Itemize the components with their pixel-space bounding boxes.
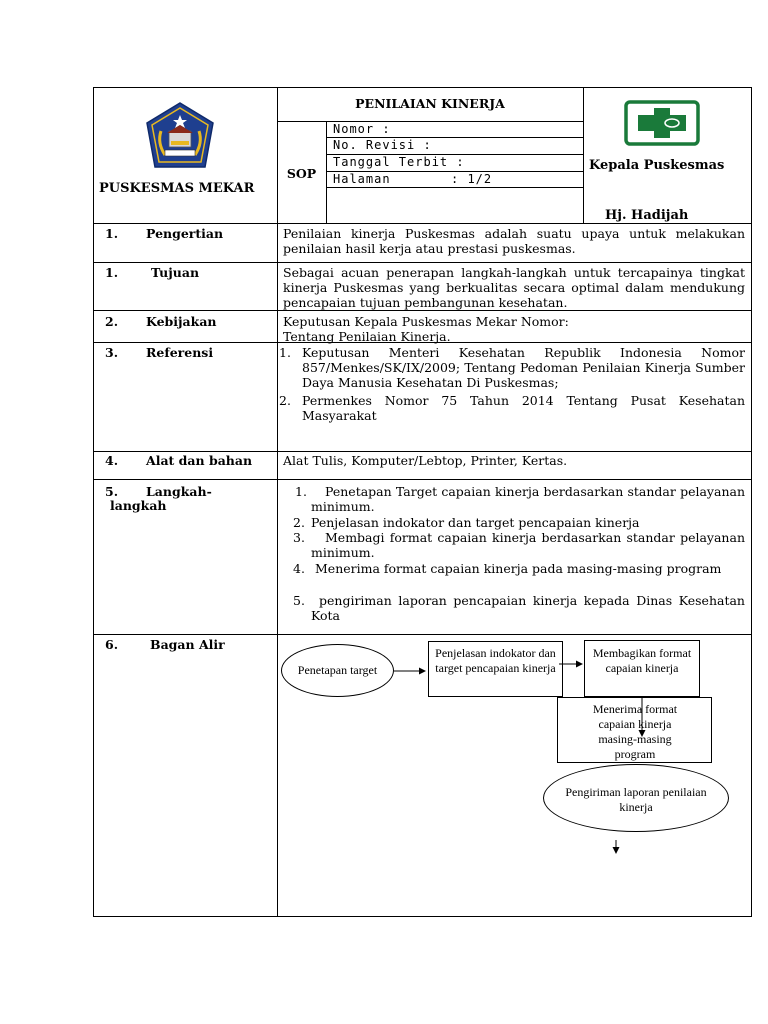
langkah-item-5: pengiriman laporan pencapaian kinerja kepada Dinas Kesehatan Kota [311,593,745,623]
tujuan-text: Sebagai acuan penerapan langkah-langkah untuk tercapainya tingkat kinerja Puskesmas yang berkualitas secara optimal dalam mendukung pencapaian tujuan pembangunan kesehatan. [283,265,745,310]
langkah-label-1: Langkah- [146,484,212,499]
meta-line-4 [326,187,583,188]
health-cross-logo-icon [624,100,700,146]
pengertian-text: Penilaian kinerja Puskesmas adalah suatu upaya untuk melakukan penilaian hasil kerja atau prestasi puskesmas. [283,226,745,256]
alat-num: 4. [105,453,119,468]
sop-document [93,87,752,917]
flow-node-3-label: Membagikan format capaian kinerja [592,646,692,675]
kebijakan-line-2: Tentang Penilaian Kinerja. [283,329,451,344]
langkah-item-4-num: 4. [293,561,305,576]
langkah-item-4: Menerima format capaian kinerja pada masing-masing program [315,561,722,576]
flow-node-4-label: Menerima format capaian kinerja masing-masing program [592,702,678,761]
langkah-item-3: Membagi format capaian kinerja berdasarkan standar pelayanan minimum. [311,530,745,560]
alat-text: Alat Tulis, Komputer/Lebtop, Printer, Kertas. [283,453,568,468]
tujuan-num: 1. [105,265,119,280]
langkah-label-2: langkah [110,498,167,513]
header-right-divider [583,87,584,223]
tujuan-label: Tujuan [151,265,200,280]
langkah-item-1-num: 1. [295,484,307,499]
meta-halaman-label: Halaman [333,172,391,186]
alat-label: Alat dan bahan [146,453,253,468]
meta-revisi: No. Revisi : [333,138,432,152]
bagan-num: 6. [105,637,119,652]
signer-name: Hj. Hadijah [605,208,689,223]
meta-halaman-value: : 1/2 [451,172,493,186]
meta-tanggal: Tanggal Terbit : [333,155,465,169]
langkah-item-2: Penjelasan indokator dan target pencapaian kinerja [311,515,640,530]
pengertian-label: Pengertian [146,226,224,241]
kebijakan-label: Kebijakan [146,314,217,329]
row-sep-pengertian [93,262,752,263]
signer-title: Kepala Puskesmas [589,158,725,173]
referensi-num: 3. [105,345,119,360]
bagan-label: Bagan Alir [150,637,225,652]
langkah-item-1: Penetapan Target capaian kinerja berdasarkan standar pelayanan minimum. [311,484,745,514]
row-sep-header [93,223,752,224]
row-sep-alat [93,479,752,480]
referensi-label: Referensi [146,345,214,360]
row-sep-tujuan [93,310,752,311]
referensi-item-1: Keputusan Menteri Kesehatan Republik Indonesia Nomor 857/Menkes/SK/IX/2009; Tentang Pedoman Penilaian Kinerja Sumber Daya Manusia Kesehatan Di Puskesmas; [302,345,745,390]
flow-node-1-label: Penetapan target [297,663,378,677]
org-name: PUSKESMAS MEKAR [99,181,255,196]
meta-nomor: Nomor : [333,122,391,136]
doc-title: PENILAIAN KINERJA [355,96,505,111]
kebijakan-line-1: Keputusan Kepala Puskesmas Mekar Nomor: [283,314,569,329]
puskesmas-emblem-icon [143,101,217,173]
langkah-num: 5. [105,484,119,499]
langkah-item-5-num: 5. [293,593,305,608]
flow-node-5-label: Pengiriman laporan penilaian kinerja [565,785,707,814]
referensi-item-1-num: 1. [279,345,291,360]
langkah-item-3-num: 3. [293,530,305,545]
langkah-item-2-num: 2. [293,515,305,530]
sop-label: SOP [286,166,317,181]
pengertian-num: 1. [105,226,119,241]
kebijakan-num: 2. [105,314,119,329]
flow-node-2-label: Penjelasan indokator dan target pencapaian kinerja [435,646,556,675]
row-sep-referensi [93,451,752,452]
referensi-item-2: Permenkes Nomor 75 Tahun 2014 Tentang Pusat Kesehatan Masyarakat [302,393,745,423]
referensi-item-2-num: 2. [279,393,291,408]
title-underline [277,121,583,122]
